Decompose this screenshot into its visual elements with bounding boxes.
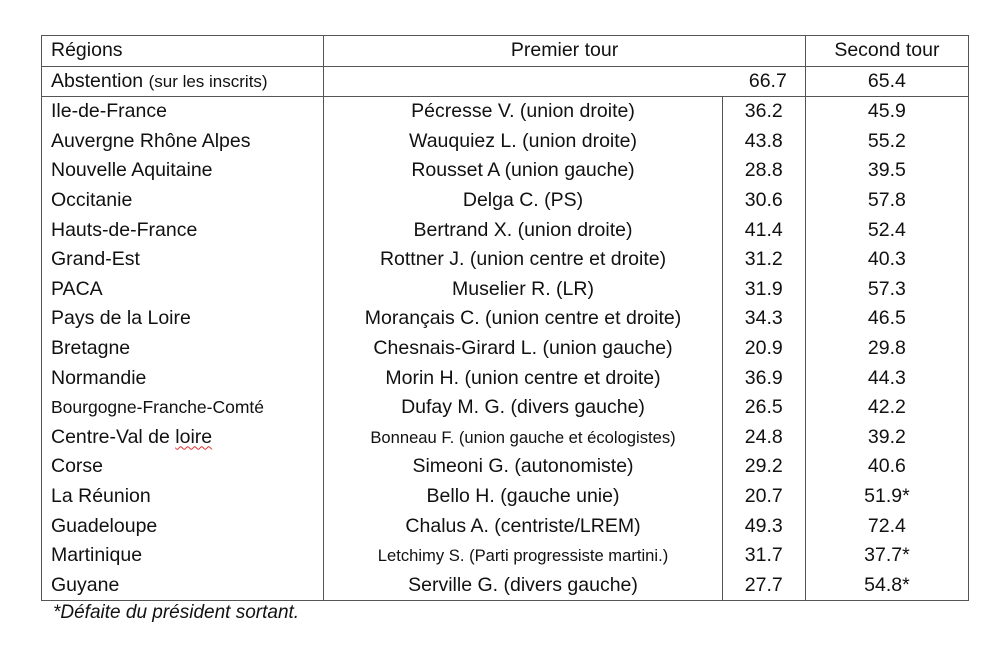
second-round-score: 51.9*: [805, 482, 968, 512]
region-name: Grand-Est: [42, 245, 324, 275]
candidate-name: Morin H. (union centre et droite): [324, 364, 722, 394]
first-round-score: 31.9: [722, 275, 805, 305]
second-round-score: 55.2: [805, 127, 968, 157]
first-round-score: 41.4: [722, 216, 805, 246]
table-row: [42, 245, 969, 275]
second-round-score: 44.3: [805, 364, 968, 394]
first-round-score: 28.8: [722, 156, 805, 186]
table-row: [42, 541, 969, 571]
candidate-name: Rottner J. (union centre et droite): [324, 245, 722, 275]
region-name: Normandie: [42, 364, 324, 394]
region-name: La Réunion: [42, 482, 324, 512]
first-round-score: 20.7: [722, 482, 805, 512]
table-row: [42, 334, 969, 364]
second-round-score: 57.3: [805, 275, 968, 305]
first-round-score: 31.2: [722, 245, 805, 275]
abstention-note: (sur les inscrits): [148, 71, 268, 91]
table-row: [42, 275, 969, 305]
second-round-score: 40.3: [805, 245, 968, 275]
candidate-name: Morançais C. (union centre et droite): [324, 304, 722, 334]
region-name: Corse: [42, 452, 324, 482]
first-round-score: 34.3: [722, 304, 805, 334]
region-name: Bretagne: [42, 334, 324, 364]
table-row: [42, 571, 969, 601]
first-round-score: 29.2: [722, 452, 805, 482]
candidate-name: Simeoni G. (autonomiste): [324, 452, 722, 482]
first-round-score: 27.7: [722, 571, 805, 601]
second-round-score: 40.6: [805, 452, 968, 482]
second-round-score: 45.9: [805, 97, 968, 127]
candidate-name: Rousset A (union gauche): [324, 156, 722, 186]
second-round-score: 29.8: [805, 334, 968, 364]
first-round-score: 49.3: [722, 512, 805, 542]
candidate-name: Delga C. (PS): [324, 186, 722, 216]
first-round-score: 26.5: [722, 393, 805, 423]
second-round-score: 57.8: [805, 186, 968, 216]
header-region: Régions: [42, 36, 324, 67]
abstention-second-round: 65.4: [805, 66, 968, 97]
table-row: [42, 186, 969, 216]
second-round-score: 37.7*: [805, 541, 968, 571]
second-round-score: 46.5: [805, 304, 968, 334]
table-row: [42, 512, 969, 542]
region-name: Guyane: [42, 571, 324, 601]
candidate-name: Chalus A. (centriste/LREM): [324, 512, 722, 542]
spellcheck-flagged-word: loire: [175, 425, 213, 448]
second-round-score: 42.2: [805, 393, 968, 423]
abstention-label: Abstention: [51, 69, 144, 92]
table-row: [42, 156, 969, 186]
abstention-first-round: 66.7: [324, 66, 806, 97]
first-round-score: 24.8: [722, 423, 805, 453]
table-row: [42, 304, 969, 334]
candidate-name: Dufay M. G. (divers gauche): [324, 393, 722, 423]
region-name: Guadeloupe: [42, 512, 324, 542]
second-round-score: 52.4: [805, 216, 968, 246]
region-name-part: Centre-Val de: [51, 425, 176, 448]
table-row: [42, 97, 969, 127]
second-round-score: 72.4: [805, 512, 968, 542]
first-round-score: 31.7: [722, 541, 805, 571]
candidate-name: Letchimy S. (Parti progressiste martini.): [324, 541, 722, 571]
table-row: [42, 452, 969, 482]
table-row: [42, 127, 969, 157]
candidate-name: Bello H. (gauche unie): [324, 482, 722, 512]
candidate-name: Serville G. (divers gauche): [324, 571, 722, 601]
footnote: *Défaite du président sortant.: [53, 602, 300, 623]
candidate-name: Pécresse V. (union droite): [324, 97, 722, 127]
region-name: Hauts-de-France: [42, 216, 324, 246]
table-row: [42, 393, 969, 423]
abstention-label-cell: [42, 66, 324, 97]
region-name: Martinique: [42, 541, 324, 571]
second-round-score: 39.5: [805, 156, 968, 186]
second-round-score: 39.2: [805, 423, 968, 453]
candidate-name: Bertrand X. (union droite): [324, 216, 722, 246]
results-table: [41, 35, 969, 601]
header-row: [42, 36, 969, 67]
region-name: PACA: [42, 275, 324, 305]
candidate-name: Muselier R. (LR): [324, 275, 722, 305]
abstention-row: [42, 66, 969, 97]
region-name: Occitanie: [42, 186, 324, 216]
region-name: Nouvelle Aquitaine: [42, 156, 324, 186]
first-round-score: 20.9: [722, 334, 805, 364]
table-row: [42, 482, 969, 512]
table-row: [42, 423, 969, 453]
region-name: [42, 423, 324, 453]
first-round-score: 43.8: [722, 127, 805, 157]
table-row: [42, 216, 969, 246]
second-round-score: 54.8*: [805, 571, 968, 601]
candidate-name: Wauquiez L. (union droite): [324, 127, 722, 157]
region-name: Auvergne Rhône Alpes: [42, 127, 324, 157]
header-second-round: Second tour: [805, 36, 968, 67]
region-name: Pays de la Loire: [42, 304, 324, 334]
table-row: [42, 364, 969, 394]
header-first-round: Premier tour: [324, 36, 806, 67]
region-name: Ile-de-France: [42, 97, 324, 127]
region-name: Bourgogne-Franche-Comté: [42, 393, 324, 423]
candidate-name: Bonneau F. (union gauche et écologistes): [324, 423, 722, 453]
first-round-score: 36.2: [722, 97, 805, 127]
candidate-name: Chesnais-Girard L. (union gauche): [324, 334, 722, 364]
first-round-score: 30.6: [722, 186, 805, 216]
first-round-score: 36.9: [722, 364, 805, 394]
